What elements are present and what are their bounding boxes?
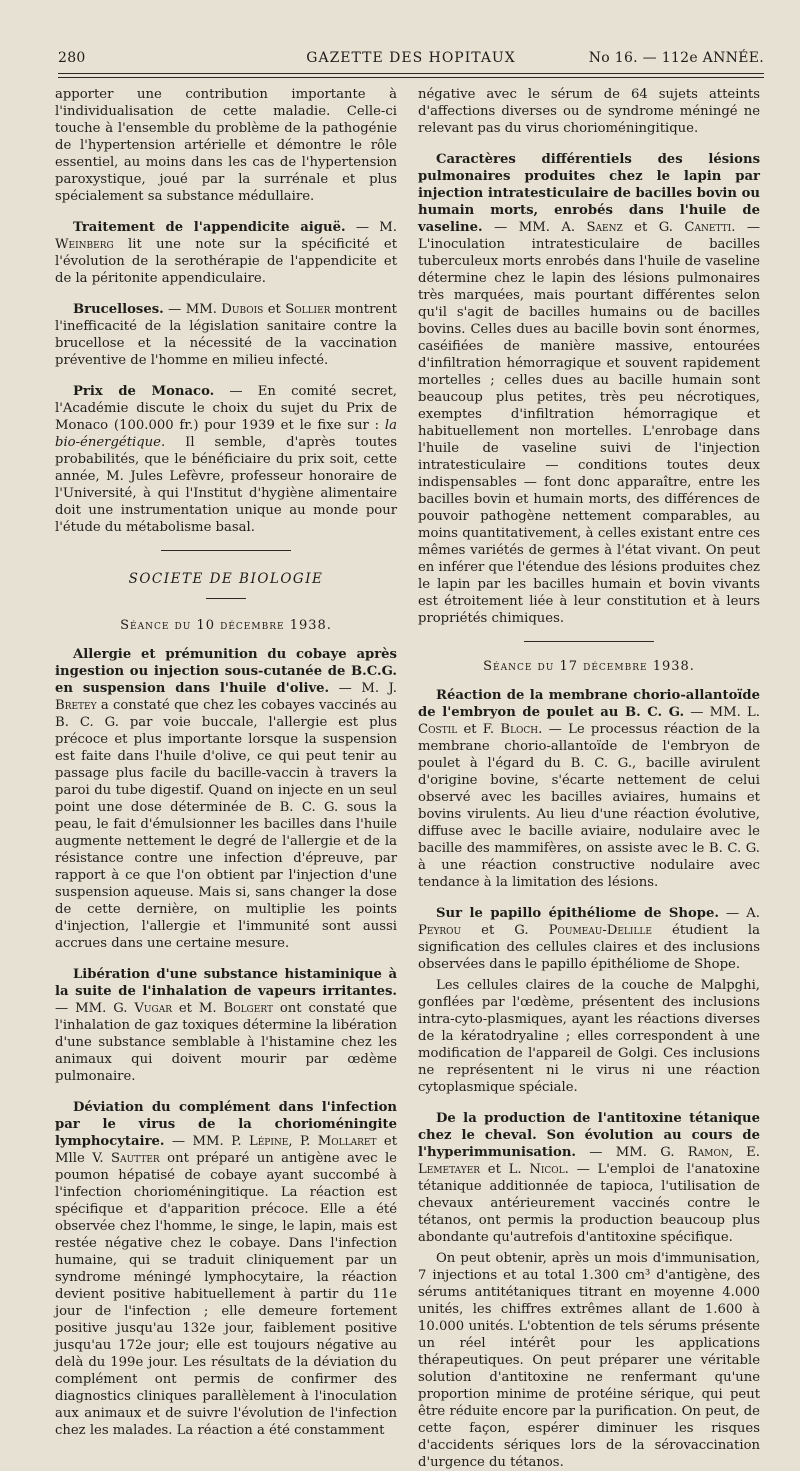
article-text: et xyxy=(263,302,286,317)
seance-heading xyxy=(418,658,760,675)
paragraph: On peut obtenir, après un mois d'immunisation, 7 injections et au total 1.300 cm³ d'antigène, des sérums antitétaniques titrant en moyenne 4.000 unités, les chiffres extrêmes allant de 1.600 à 10.000 unités. L'obtention de tels sérums présente un réel intérêt pour les applications thérapeutiques. On peut préparer une véritable solution d'antitoxine ne renfermant qu'une proportion minime de protéine sérique, qui peut être réduite encore par la purification. On peut, de cette façon, espérer diminuer les risques d'accidents sériques lors de la sérovaccination d'urgence du tétanos. xyxy=(418,1251,760,1470)
article-title: Sur le papillo épithéliome de Shope. xyxy=(436,906,720,921)
article-text: — MM. G. xyxy=(55,1001,135,1016)
article-text: — MM. P. xyxy=(164,1134,249,1149)
article-text: , P. xyxy=(288,1134,318,1149)
article-text: — A. xyxy=(719,906,760,921)
author-name: Weinberg xyxy=(55,237,114,252)
article-text: étudient la signification des cellules claires et des inclusions observées dans le papillo épithéliome de Shope. xyxy=(418,923,760,972)
section-heading: SOCIETE DE BIOLOGIE xyxy=(128,571,324,587)
article-appendicite xyxy=(55,219,397,287)
article-lesions-pulmonaires xyxy=(418,151,760,627)
article-text: — M. xyxy=(345,220,397,235)
author-name: Bloch xyxy=(500,722,539,737)
article-title: De la production de l'antitoxine tétanique chez le cheval. Son évolution au cours de l'hyperimmunisation. xyxy=(418,1111,760,1160)
author-name: Sollier xyxy=(285,302,331,317)
seance-text: Séance du 10 décembre 1938. xyxy=(120,618,332,633)
article-title: Caractères différentiels des lésions pulmonaires produites chez le lapin par injection intratesticulaire de bacilles bovin ou humain morts, enrobés dans l'huile de vaseline. xyxy=(418,152,760,235)
right-column xyxy=(418,86,760,1471)
section-rule xyxy=(161,550,291,551)
article-text: et M. xyxy=(171,1001,224,1016)
article-title: Allergie et prémunition du cobaye après ingestion ou injection sous-cutanée de B.C.G. en suspension dans l'huile d'olive. xyxy=(55,647,397,696)
author-name: Dubois xyxy=(221,302,264,317)
author-name: Nicol xyxy=(529,1162,565,1177)
article-text: ont constaté que l'inhalation de gaz toxiques détermine la libération d'une substance semblable à l'histamine chez les animaux qui doivent mourir par œdème pulmonaire. xyxy=(55,1001,398,1084)
article-text: a constaté que chez les cobayes vaccinés au B. C. G. par voie buccale, l'allergie est plus précoce et plus importante lorsque la suspension est faite dans l'huile d'olive, ce qui peut tenir au passage plus facile du bacille-vaccin à travers la paroi du tube digestif. Quand on injecte en un seul point une dose déterminée de B. C. G. sous la peau, le fait d'émulsionner les bacilles dans l'huile augmente nettement le degré de l'allergie et de la résistance contre une infection d'épreuve, par rapport à ce que l'on obtient par l'injection d'une suspension aqueuse. Mais si, sans changer la dose de cette dernière, on multiplie les points d'injection, l'allergie et l'immunité sont aussi accrues dans une certaine mesure. xyxy=(55,698,397,951)
article-deviation xyxy=(55,1099,397,1439)
article-histamine xyxy=(55,966,397,1085)
section-rule xyxy=(524,641,654,642)
author-name: Lépine xyxy=(248,1134,289,1149)
article-shope xyxy=(418,905,760,973)
author-name: Canetti xyxy=(684,220,732,235)
header-rule-bottom xyxy=(58,77,764,78)
article-text: — MM. L. xyxy=(684,705,760,720)
page-number: 280 xyxy=(58,50,86,66)
author-name: Lemetayer xyxy=(418,1162,481,1177)
article-text: — MM. G. xyxy=(576,1145,688,1160)
article-text: . — L'emploi de l'anatoxine tétanique additionnée de tapioca, l'utilisation de chevaux antérieurement vaccinés contre le tétanos, ont permis la production beaucoup plus abondante qu'autrefois d'antitoxine spécifique. xyxy=(418,1162,760,1245)
article-antitoxine xyxy=(418,1110,760,1246)
article-text: et G. xyxy=(622,220,685,235)
left-column xyxy=(55,86,397,1439)
author-name: Vugar xyxy=(134,1001,172,1016)
article-title: Déviation du complément dans l'infection par le virus de la chorioméningite lymphocytaire. xyxy=(55,1100,397,1149)
issue-label: No 16. — 112e ANNÉE. xyxy=(588,50,764,66)
author-name: Saenz xyxy=(586,220,623,235)
italic-term: la bio-énergétique xyxy=(55,418,397,450)
article-text: . Il semble, d'après toutes probabilités, que le bénéficiaire du prix soit, cette année, M. Jules Lefèvre, professeur honoraire de l'Université, à qui l'Institut d'hygiène alimentaire doit une instrumentation unique au monde pour l'étude du métabolisme basal. xyxy=(55,435,397,535)
article-allergie xyxy=(55,646,397,952)
article-text: . — L'inoculation intratesticulaire de bacilles tuberculeux morts enrobés dans l'huile de vaseline détermine chez le lapin des lésions pulmonaires très marquées, mais pourtant différentes selon qu'il s'agit de bacilles humains ou de bacilles bovins. Celles dues au bacille bovin sont énormes, caséifiées de manière massive, entourées d'infiltration hémorragique et souvent rapidement mortelles ; celles dues au bacille humain sont beaucoup plus petites, très peu nécrotiques, exemptes d'infiltration hémorragique et habituellement non mortelles. L'enrobage dans l'huile de vaseline suivi de l'injection intratesticulaire — conditions toutes deux indispensables — font donc apparaître, entre les bacilles bovin et humain morts, des différences de pouvoir pathogène nettement comparables, au moins quantitativement, à celles existant entre ces mêmes variétés de germes à l'état vivant. On peut en inférer que l'étendue des lésions produites chez le lapin par les bacilles humain et bovin vivants est étroitement liée à leur constitution et à leurs propriétés chimiques. xyxy=(418,220,761,626)
article-text: — En comité secret, l'Académie discute le choix du sujet du Prix de Monaco (100.000 fr.) pour 1939 et le fixe sur : xyxy=(55,384,397,433)
author-name: Ramon xyxy=(687,1145,729,1160)
article-text: et G. xyxy=(461,923,549,938)
article-chorio-allantoide xyxy=(418,687,760,891)
article-brucelloses xyxy=(55,301,397,369)
journal-title: GAZETTE DES HOPITAUX xyxy=(306,50,516,66)
article-title: Réaction de la membrane chorio-allantoïde de l'embryon de poulet au B. C. G. xyxy=(418,688,760,720)
article-text: , E. xyxy=(728,1145,760,1160)
article-text: ont préparé un antigène avec le poumon hépatisé de cobaye ayant succombé à l'infection chorioméningitique. La réaction est spécifique et d'apparition précoce. Elle a été observée chez l'homme, le singe, le lapin, mais est restée négative chez le cobaye. Dans l'infection humaine, qui se traduit cliniquement par un syndrome méningé lymphocytaire, la réaction devient positive habituellement à partir du 11e jour de l'infection ; elle demeure fortement positive jusqu'au 132e jour, faiblement positive jusqu'au 172e jour; elle est toujours négative au delà du 199e jour. Les résultats de la déviation du complément ont permis de confirmer des diagnostics cliniques parallèlement à l'inoculation aux animaux et de suivre l'évolution de l'infection chez les malades. La réaction a été constamment xyxy=(55,1151,397,1438)
article-text: montrent l'inefficacité de la législation sanitaire contre la brucellose et la nécessité de la vaccination préventive de l'homme en milieu infecté. xyxy=(55,302,397,368)
article-text: lit une note sur la spécificité et l'évolution de la serothérapie de l'appendicite et de la péritonite appendiculaire. xyxy=(55,237,397,286)
author-name: Costil xyxy=(418,722,458,737)
article-text: et F. xyxy=(457,722,501,737)
seance-heading xyxy=(55,617,397,634)
article-title: Prix de Monaco. xyxy=(73,384,215,399)
article-text: . — Le processus réaction de la membrane chorio-allantoïde de l'embryon de poulet à l'égard du B. C. G., bacille avirulent d'origine bovine, s'écarte nettement de celui observé avec les bacilles aviaires, humains et bovins virulents. Au lieu d'une réaction évolutive, diffuse avec le bacille aviaire, nodulaire avec le bacille des mammifères, on assiste avec le B. C. G. à une réaction constructive nodulaire avec tendance à la limitation des lésions. xyxy=(418,722,761,890)
article-title: Brucelloses. xyxy=(73,302,164,317)
author-name: Bretey xyxy=(55,698,97,713)
article-text: et Mlle V. xyxy=(55,1134,398,1166)
author-name: Mollaret xyxy=(317,1134,377,1149)
article-title: Libération d'une substance histaminique à la suite de l'inhalation de vapeurs irritantes. xyxy=(55,967,397,999)
article-text: et L. xyxy=(480,1162,530,1177)
paragraph-continuation: apporter une contribution importante à l'individualisation de cette maladie. Celle-ci touche à l'ensemble du problème de la pathogénie de l'hypertension artérielle et démontre le rôle essentiel, au moins dans les cas de l'hypertension paroxystique, joué par la surrénale et plus spécialement sa substance médullaire. xyxy=(55,87,397,204)
author-name: Sautter xyxy=(111,1151,160,1166)
seance-text: Séance du 17 décembre 1938. xyxy=(483,659,695,674)
author-name: Poumeau-Delille xyxy=(548,923,652,938)
article-prix-monaco xyxy=(55,383,397,536)
running-header xyxy=(58,50,764,72)
article-text: — MM. xyxy=(163,302,222,317)
paragraph: Les cellules claires de la couche de Malpghi, gonflées par l'œdème, présentent des inclusions intra-cyto-plasmiques, ayant les réactions diverses de la kératodryaline ; elles correspondent à une modification de l'appareil de Golgi. Ces inclusions ne représentent ni le virus ni une réaction cytoplasmique spéciale. xyxy=(418,978,760,1095)
article-title: Traitement de l'appendicite aiguë. xyxy=(73,220,346,235)
short-rule xyxy=(206,598,246,599)
paragraph-continuation: négative avec le sérum de 64 sujets atteints d'affections diverses ou de syndrome méningé ne relevant pas du virus chorioméningitique. xyxy=(418,87,760,136)
header-rule-top xyxy=(58,73,764,74)
article-text: — M. J. xyxy=(329,681,397,696)
author-name: Bolgert xyxy=(223,1001,273,1016)
article-text: — MM. A. xyxy=(482,220,587,235)
author-name: Peyrou xyxy=(418,923,462,938)
